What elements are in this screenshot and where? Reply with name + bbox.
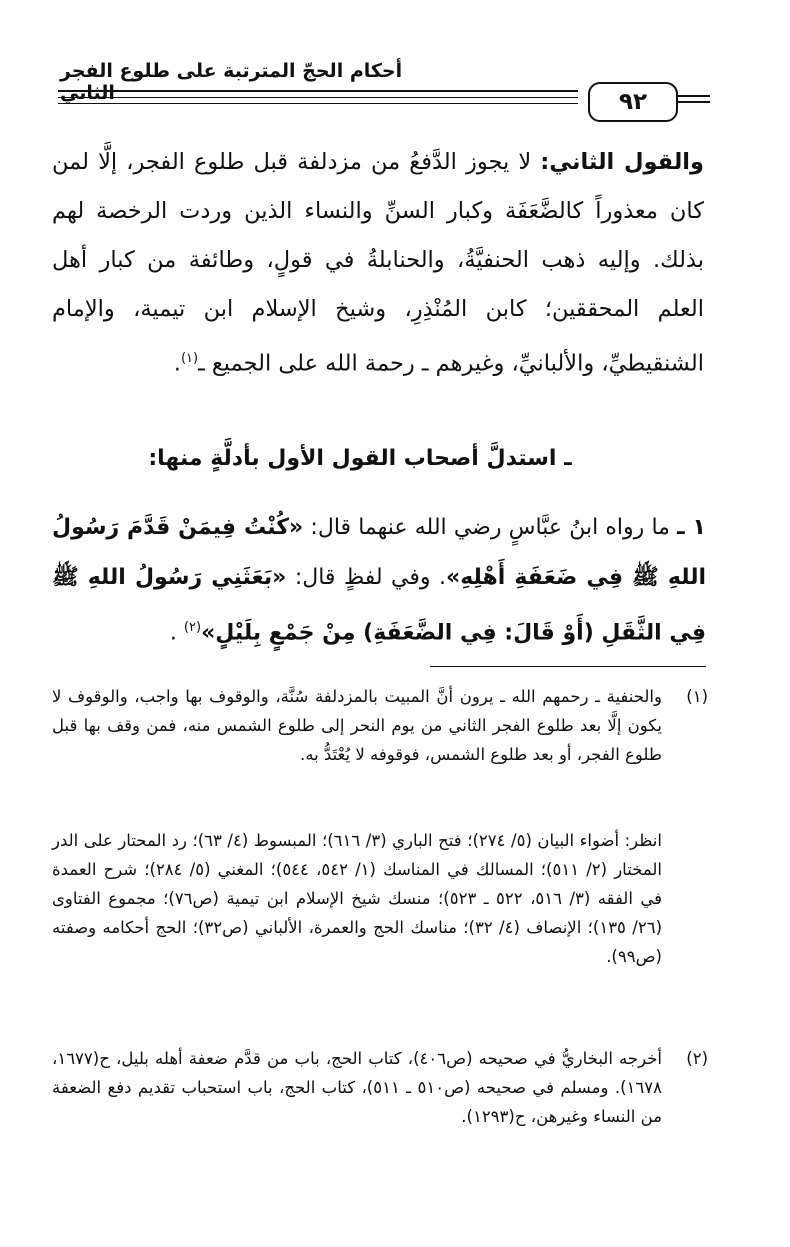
hadith-quote: «كُنْتُ فِيمَنْ قَدَّمَ رَسُولُ اللهِ ﷺ فِي ضَعَفَةِ أَهْلِهِ» xyxy=(52,515,707,590)
footnote-sources-text: انظر: أضواء البيان (٥/ ٢٧٤)؛ فتح الباري (٣/ ٦١٦)؛ المبسوط (٤/ ٦٣)؛ رد المحتار على الدر المختار (٢/ ٥١١)؛ المسالك في المناسك (١/ ٥٤٢، ٥٤٤)؛ المغني (٥/ ٢٨٤)؛ شرح العمدة في الفقه (٣/ ٥١٦، ٥٢٢ ـ ٥٢٣)؛ منسك شيخ الإسلام ابن تيمية (ص٧٦)؛ مجموع الفتاوى (٢٦/ ١٣٥)؛ الإنصاف (٤/ ٣٢)؛ مناسك الحج والعمرة، الألباني (ص٣٢)؛ الحج أحكامه وصفته (ص٩٩). xyxy=(52,831,663,966)
hadith-quote: «بَعَثَنِي رَسُولُ اللهِ ﷺ فِي الثَّقَلِ (أَوْ قَالَ: فِي الضَّعَفَةِ) مِنْ جَمْعٍ بِلَيْلٍ» xyxy=(52,565,706,646)
paragraph-heading: والقول الثاني: xyxy=(540,149,704,175)
footnote xyxy=(52,1044,708,1131)
footnote-number: (١) xyxy=(686,687,708,706)
header-rule xyxy=(58,97,578,98)
header-rule xyxy=(58,103,578,104)
footnote-number: (٢) xyxy=(686,1049,708,1068)
item-number: ١ ـ xyxy=(677,515,706,540)
footnote-text: والحنفية ـ رحمهم الله ـ يرون أنَّ المبيت بالمزدلفة سُنَّة، والوقوف بها واجب، والوقوف لا يكون إلَّا بعد طلوع الفجر الثاني من يوم النحر إلى طلوع الشمس منه، فمن وقف بها قبل طلوع الفجر، أو بعد طلوع الشمس، فوقوفه لا يُعْتَدُّ به. xyxy=(52,687,662,764)
header-rule xyxy=(678,101,710,103)
running-header-title: أحكام الحجّ المترتبة على طلوع الفجر الثاني xyxy=(60,60,403,104)
page-number: ٩٢ xyxy=(588,82,678,122)
section-heading: ـ استدلَّ أصحاب القول الأول بأدلَّةٍ منها: xyxy=(148,446,572,471)
footnote-ref: (٢) xyxy=(183,620,202,635)
item-intro: ما رواه ابنُ عبَّاسٍ رضي الله عنهما قال: xyxy=(303,515,678,540)
paragraph-text: لا يجوز الدَّفعُ من مزدلفة قبل طلوع الفجر، إلَّا لمن كان معذوراً كالضَّعَفَة وكبار السنِّ والنساء الذين وردت الرخصة لهم بذلك. وإليه ذهب الحنفيَّةُ، والحنابلةُ في قولٍ، وطائفة من كبار أهل العلم المحققين؛ كابن المُنْذِرِ، وشيخ الإسلام ابن تيمية، والإمام الشنقيطيِّ، والألبانيِّ، وغيرهم ـ رحمة الله على الجميع ـ xyxy=(52,149,704,377)
evidence-item xyxy=(52,503,706,658)
item-middle: . وفي لفظٍ قال: xyxy=(286,565,446,590)
header-rule xyxy=(678,95,710,97)
header-rule xyxy=(58,90,578,92)
footnote-separator xyxy=(430,666,706,667)
footnote-sources xyxy=(52,826,708,971)
footnote-ref: (١) xyxy=(180,351,199,366)
main-paragraph: والقول الثاني: لا يجوز الدَّفعُ من مزدلفة قبل طلوع الفجر، إلَّا لمن كان معذوراً كالضَّعَفَة وكبار السنِّ والنساء الذين وردت الرخصة لهم بذلك. وإليه ذهب الحنفيَّةُ، والحنابلةُ في قولٍ، وطائفة من كبار أهل العلم المحققين؛ كابن المُنْذِرِ، وشيخ الإسلام ابن تيمية، والإمام الشنقيطيِّ، والألبانيِّ، وغيرهم ـ رحمة الله على الجميع ـ$^{(١)}$. xyxy=(52,149,704,377)
item-end: . xyxy=(169,620,184,646)
footnote xyxy=(52,682,708,769)
footnote-text: أخرجه البخاريُّ في صحيحه (ص٤٠٦)، كتاب الحج، باب من قدَّم ضعفة أهله بليل، ح(١٦٧٧، ١٦٧٨). ومسلم في صحيحه (ص٥١٠ ـ ٥١١)، كتاب الحج، باب استحباب تقديم دفع الضعفة من النساء وغيرهن، ح(١٢٩٣). xyxy=(52,1049,662,1126)
